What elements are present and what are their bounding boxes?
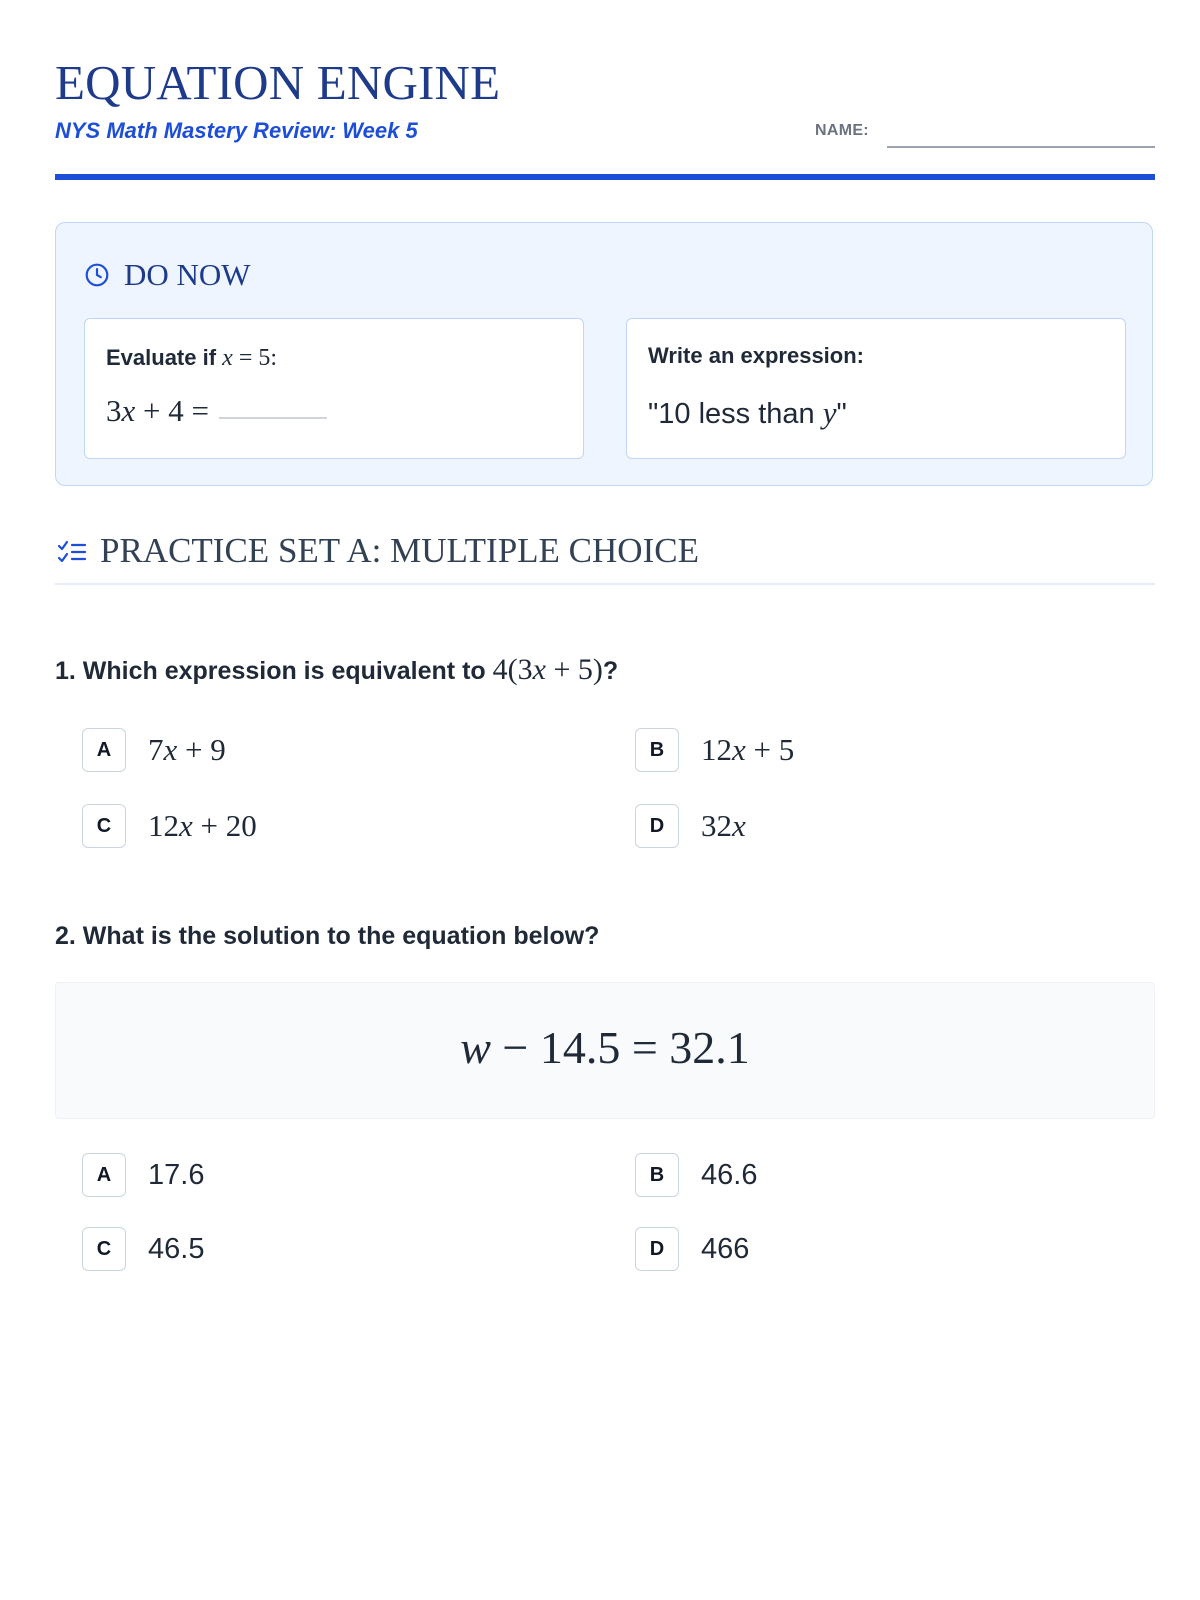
- q2-choice-c[interactable]: [82, 1227, 204, 1271]
- question-2-text: 2. What is the solution to the equation below?: [55, 922, 600, 950]
- choice-letter[interactable]: A: [82, 1153, 126, 1197]
- choice-value: 17.6: [148, 1158, 205, 1191]
- equation-rest: − 14.5 = 32.1: [490, 1022, 750, 1073]
- card-write-phrase: [648, 395, 847, 431]
- equation-variable: w: [460, 1022, 491, 1073]
- card-evaluate-variable: x: [222, 345, 233, 371]
- choice-var: x: [179, 808, 193, 843]
- do-now-panel: [55, 222, 1153, 486]
- question-1-text: [55, 653, 618, 687]
- do-now-heading: [84, 257, 251, 293]
- q1-choice-a[interactable]: [82, 728, 226, 772]
- card-evaluate-label-text: Evaluate if: [106, 345, 217, 370]
- worksheet-title: EQUATION ENGINE: [55, 55, 501, 110]
- question-1-prompt: 1. Which expression is equivalent to: [55, 657, 486, 685]
- expr-rest: + 4 =: [135, 393, 209, 428]
- question-1-math-post: + 5): [545, 653, 603, 686]
- choice-value: [148, 732, 226, 768]
- do-now-card-evaluate: [84, 318, 584, 459]
- choice-value: 466: [701, 1232, 750, 1265]
- name-field-line[interactable]: [887, 146, 1155, 148]
- do-now-title: DO NOW: [124, 257, 251, 292]
- choice-value: [701, 808, 746, 844]
- card-evaluate-expression: [106, 393, 327, 429]
- q2-choice-b[interactable]: [635, 1153, 757, 1197]
- choice-var: x: [732, 732, 746, 767]
- expr-variable: x: [121, 393, 136, 428]
- choice-value: 46.6: [701, 1158, 758, 1191]
- choice-letter[interactable]: B: [635, 1153, 679, 1197]
- choice-letter[interactable]: D: [635, 1227, 679, 1271]
- choice-letter[interactable]: A: [82, 728, 126, 772]
- q1-choice-b[interactable]: [635, 728, 794, 772]
- phrase-variable: y: [822, 395, 837, 430]
- choice-coef: 12: [148, 808, 179, 843]
- choice-letter[interactable]: B: [635, 728, 679, 772]
- clock-icon: [84, 262, 110, 288]
- q1-choice-c[interactable]: [82, 804, 257, 848]
- card-evaluate-label: [106, 345, 277, 372]
- choice-letter[interactable]: D: [635, 804, 679, 848]
- phrase-close-quote: ": [836, 398, 847, 430]
- worksheet-subtitle: NYS Math Mastery Review: Week 5: [55, 118, 418, 143]
- header-divider: [55, 174, 1155, 180]
- q2-choice-d[interactable]: [635, 1227, 749, 1271]
- choice-coef: 32: [701, 808, 732, 843]
- q2-choice-a[interactable]: [82, 1153, 204, 1197]
- choice-rest: + 5: [745, 732, 795, 767]
- answer-blank[interactable]: [219, 417, 327, 419]
- practice-set-heading: [55, 533, 1155, 585]
- question-1-mark: ?: [602, 657, 619, 685]
- choice-coef: 7: [148, 732, 164, 767]
- choice-letter[interactable]: C: [82, 804, 126, 848]
- expr-coefficient: 3: [106, 393, 122, 428]
- practice-set-title: PRACTICE SET A: MULTIPLE CHOICE: [100, 531, 699, 570]
- choice-var: x: [163, 732, 178, 767]
- do-now-card-write: [626, 318, 1126, 459]
- worksheet-header: [55, 56, 1155, 182]
- equation-box: [55, 982, 1155, 1119]
- question-1-math-pre: 4(3: [492, 653, 533, 686]
- card-evaluate-value: = 5:: [232, 345, 278, 371]
- phrase-text: "10 less than: [648, 398, 823, 430]
- choice-rest: + 20: [192, 808, 257, 843]
- name-label: NAME:: [815, 122, 869, 139]
- equation-display: [56, 1021, 1154, 1074]
- q1-choice-d[interactable]: [635, 804, 746, 848]
- choice-var: x: [732, 808, 746, 843]
- card-write-label: Write an expression:: [648, 343, 864, 368]
- choice-letter[interactable]: C: [82, 1227, 126, 1271]
- choice-value: [701, 732, 794, 768]
- choice-value: 46.5: [148, 1232, 205, 1265]
- choice-coef: 12: [701, 732, 732, 767]
- choice-value: [148, 808, 257, 844]
- choice-rest: + 9: [177, 732, 226, 767]
- question-1-math-var: x: [532, 653, 546, 686]
- checklist-icon: [57, 539, 87, 565]
